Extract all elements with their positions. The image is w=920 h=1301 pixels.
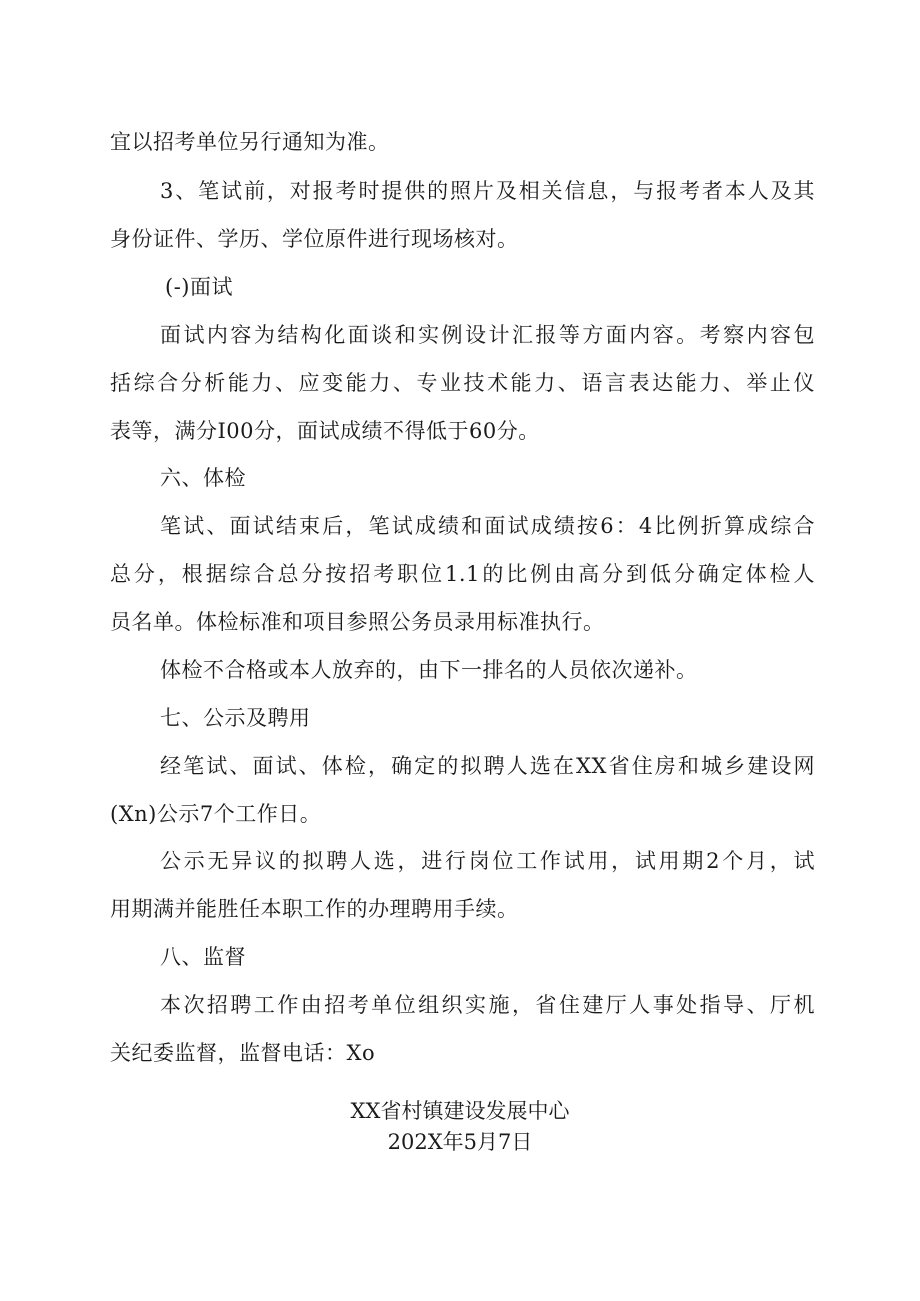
- paragraph-line: 总分，根据综合总分按招考职位1.1的比例由高分到低分确定体检人: [110, 562, 815, 586]
- paragraph-line: 面试内容为结构化面谈和实例设计汇报等方面内容。考察内容包: [160, 323, 815, 347]
- paragraph-line: 括综合分析能力、应变能力、专业技术能力、语言表达能力、举止仪: [110, 371, 815, 395]
- paragraph-line: 关纪委监督，监督电话：Xo: [110, 1041, 376, 1065]
- signature-organization: XX省村镇建设发展中心: [350, 1099, 570, 1123]
- section-heading: 八、监督: [160, 945, 246, 969]
- paragraph-line: 本次招聘工作由招考单位组织实施，省住建厅人事处指导、厅机: [160, 993, 815, 1017]
- paragraph-line: 笔试、面试结束后，笔试成绩和面试成绩按6：4比例折算成综合: [160, 514, 815, 538]
- paragraph-line: 表等，满分I00分，面试成绩不得低于60分。: [110, 419, 540, 443]
- section-heading: 六、体检: [160, 466, 246, 490]
- paragraph-line: 经笔试、面试、体检，确定的拟聘人选在XX省住房和城乡建设网: [160, 754, 815, 778]
- paragraph-line: (Xn)公示7个工作日。: [110, 802, 322, 826]
- paragraph-line: 体检不合格或本人放弃的，由下一排名的人员依次递补。: [160, 658, 698, 682]
- paragraph-line: 员名单。体检标准和项目参照公务员录用标准执行。: [110, 610, 605, 634]
- paragraph-line: 宜以招考单位另行通知为准。: [110, 130, 390, 154]
- paragraph-line: 身份证件、学历、学位原件进行现场核对。: [110, 227, 519, 251]
- paragraph-line: 公示无异议的拟聘人选，进行岗位工作试用，试用期2个月，试: [160, 849, 815, 873]
- paragraph-line: 3、笔试前，对报考时提供的照片及相关信息，与报考者本人及其: [160, 179, 815, 203]
- section-heading: (-)面试: [165, 275, 233, 299]
- section-heading: 七、公示及聘用: [160, 706, 311, 730]
- paragraph-line: 用期满并能胜任本职工作的办理聘用手续。: [110, 897, 519, 921]
- signature-date: 202X年5月7日: [387, 1130, 533, 1154]
